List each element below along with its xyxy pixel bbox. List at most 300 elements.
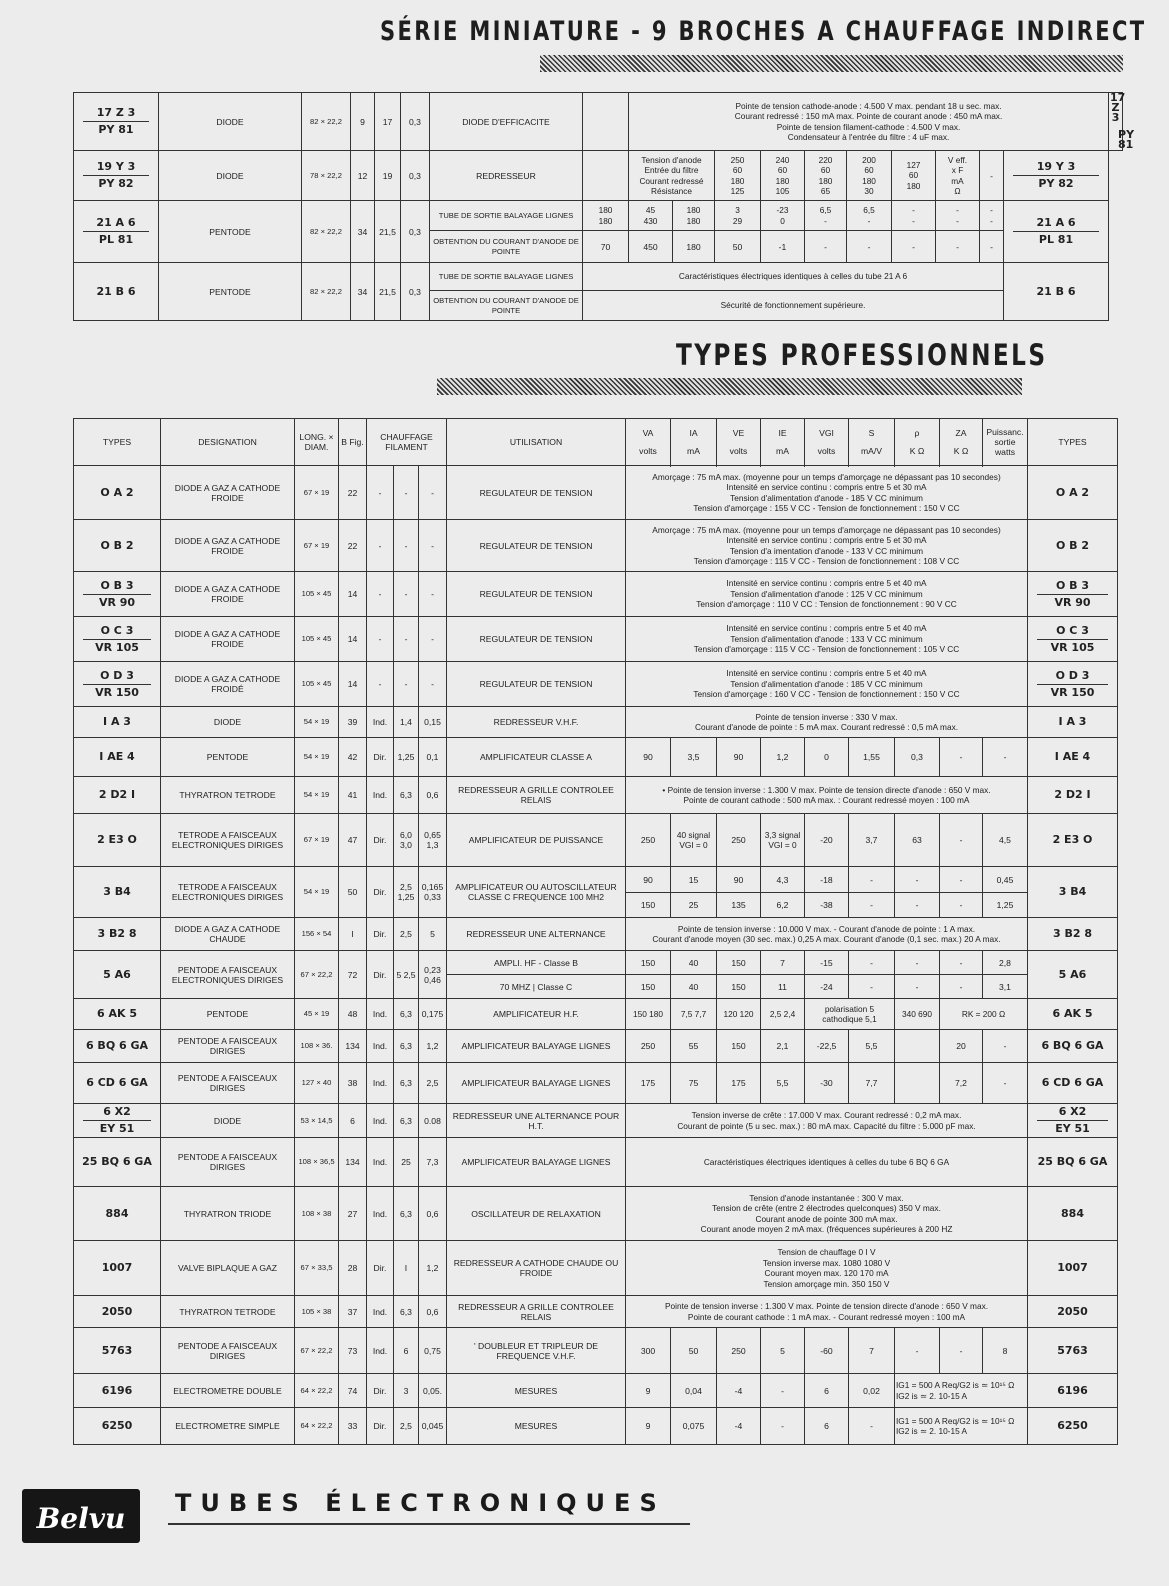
measure-value: 0,075: [671, 1408, 717, 1445]
filament-mode: Dir.: [367, 1241, 394, 1296]
measure-value: 7,2: [940, 1063, 983, 1104]
note-line: Intensité en service continu : compris entre 5 et 40 mA: [726, 623, 927, 634]
note-line: Tension d'alimentation d'anode : 125 V CC minimum: [730, 588, 923, 599]
filament-voltage: 6,3: [394, 777, 419, 814]
measure-value: 40 signal VGI = 0: [671, 814, 717, 867]
characteristics-note: [626, 466, 1028, 520]
designation: DIODE A GAZ A CATHODE FROIDE: [161, 617, 295, 662]
professional-types-title: TYPES PROFESSIONNELS: [676, 338, 1048, 372]
filament-voltage: 6,3: [394, 1030, 419, 1063]
note-line: Pointe de courant cathode : 500 mA max. : Courant redressé moyen : 100 mA: [683, 795, 970, 805]
figure: 73: [339, 1328, 367, 1374]
tube-type: [74, 1187, 161, 1241]
measure-value: -23: [776, 205, 789, 215]
tube-type-primary: 1007: [101, 1261, 133, 1274]
tube-type: [1028, 867, 1118, 918]
dimensions: 78 × 22,2: [302, 151, 351, 201]
filament-mode: -: [367, 572, 394, 617]
measure-value: 1,55: [849, 738, 895, 777]
utilisation: AMPLIFICATEUR H.F.: [447, 999, 626, 1030]
filament-mode: Dir.: [367, 1408, 394, 1445]
designation: PENTODE: [159, 263, 302, 321]
tube-type-equivalent: VR 105: [83, 639, 151, 653]
measure-column: [761, 201, 805, 231]
filament-voltage: 6,0 3,0: [394, 814, 419, 867]
measure-value: 40: [671, 975, 717, 999]
note-line: Tension de crête (entre 2 électrodes quelconques) 350 V max.: [712, 1203, 941, 1213]
figure: 37: [339, 1296, 367, 1328]
tube-type: [74, 707, 161, 738]
col-s: S mA/V: [849, 419, 895, 466]
filament-voltage: 6,3: [394, 1104, 419, 1138]
measure-value: 150: [717, 1030, 761, 1063]
measure-value: [895, 1063, 940, 1104]
filament-current: 0,3: [401, 263, 430, 321]
designation: PENTODE: [161, 738, 295, 777]
utilisation: REGULATEUR DE TENSION: [447, 662, 626, 707]
measure-value: 90: [626, 738, 671, 777]
measure-column: [847, 151, 892, 201]
note-line: Courant moyen max. 120 170 mA: [764, 1268, 889, 1278]
filament-mode: Dir.: [367, 738, 394, 777]
note-line: Tension inverse de crête : 17.000 V max. Courant redressé : 0,2 mA max.: [691, 1110, 962, 1120]
filament-voltage: 19: [375, 151, 401, 201]
tube-type-primary: 2 D2 I: [1054, 788, 1091, 801]
measure-value: -22,5: [805, 1030, 849, 1063]
filament-current: -: [419, 466, 447, 520]
tube-type-primary: 6 BQ 6 GA: [1041, 1039, 1104, 1052]
designation: THYRATRON TETRODE: [161, 1296, 295, 1328]
tube-type-primary: 5763: [101, 1343, 133, 1357]
filament-current: -: [419, 520, 447, 572]
filament-current: 0.08: [419, 1104, 447, 1138]
tube-type-equivalent: PY 81: [83, 121, 149, 135]
col-types: TYPES: [74, 419, 161, 466]
measure-value: 11: [761, 975, 805, 999]
measure-value: 29: [732, 215, 743, 226]
tube-type-primary: 25 BQ 6 GA: [82, 1155, 152, 1168]
designation: PENTODE A FAISCEAUX DIRIGES: [161, 1138, 295, 1187]
tube-type: [74, 777, 161, 814]
filament-current: -: [419, 617, 447, 662]
tube-type-primary: 2050: [101, 1304, 133, 1318]
filament-current: 0,23 0,46: [419, 951, 447, 999]
tube-type-primary: O C 3: [100, 623, 134, 637]
tube-type: [74, 951, 161, 999]
figure: 14: [339, 662, 367, 707]
measure-value: 105: [775, 186, 790, 196]
dimensions: 67 × 19: [295, 814, 339, 867]
measure-column: [761, 151, 805, 201]
series-title: SÉRIE MINIATURE - 9 BROCHES A CHAUFFAGE INDIRECT: [380, 16, 1147, 47]
dimensions: 54 × 19: [295, 738, 339, 777]
characteristics-note: [626, 1296, 1028, 1328]
figure: 22: [339, 520, 367, 572]
measure-value: 2,1: [761, 1030, 805, 1063]
utilisation: DIODE D'EFFICACITE: [430, 93, 583, 151]
characteristics-note: [626, 1241, 1028, 1296]
miniature-series-table: [73, 91, 1135, 321]
note-line: Tension d'amorçage : 115 V CC - Tension de fonctionnement : 108 V CC: [693, 556, 960, 566]
tube-type-primary: 5 A6: [1058, 967, 1087, 981]
designation: ELECTROMETRE SIMPLE: [161, 1408, 295, 1445]
measure-value: 135: [717, 893, 761, 918]
tube-type: [1028, 520, 1118, 572]
measure-value: 6,2: [761, 893, 805, 918]
characteristics-note: [626, 572, 1028, 617]
measure-value: 30: [864, 186, 874, 196]
measure-value: -: [940, 951, 983, 975]
measure-value: -: [956, 205, 959, 215]
dimensions: 64 × 22,2: [295, 1408, 339, 1445]
measure-value: -: [980, 151, 1004, 201]
utilisation: MESURES: [447, 1374, 626, 1408]
figure: 48: [339, 999, 367, 1030]
measure-column: [583, 201, 629, 231]
measure-value: 3,3 signal VGI = 0: [761, 814, 805, 867]
tube-type: [74, 918, 161, 951]
measure-value: 25: [671, 893, 717, 918]
col-za: ZA K Ω: [940, 419, 983, 466]
filament-mode: Ind.: [367, 1187, 394, 1241]
measure-value: -: [849, 951, 895, 975]
measure-value: 15: [671, 867, 717, 893]
dimensions: 67 × 22,2: [295, 951, 339, 999]
tube-type-equivalent: EY 51: [83, 1120, 151, 1134]
tube-type: [1028, 918, 1118, 951]
measure-column: [847, 201, 892, 231]
utilisation: AMPLIFICATEUR CLASSE A: [447, 738, 626, 777]
filament-current: 0,15: [419, 707, 447, 738]
filament-voltage: 6,3: [394, 1187, 419, 1241]
tube-type-primary: 21 B 6: [96, 284, 136, 298]
dimensions: 67 × 19: [295, 520, 339, 572]
tube-type: [74, 1408, 161, 1445]
measure-column: [715, 151, 761, 201]
tube-type-equivalent: VR 150: [83, 684, 151, 698]
measure-value: -: [940, 814, 983, 867]
measure-value: 75: [671, 1063, 717, 1104]
note-line: Courant redressé : 150 mA max. Pointe de courant anode : 450 mA max.: [734, 111, 1003, 121]
utilisation: 70 MHZ | Classe C: [447, 975, 626, 999]
tube-type: [1004, 263, 1109, 321]
utilisation: REDRESSEUR V.H.F.: [447, 707, 626, 738]
filament-voltage: 1,25: [394, 738, 419, 777]
tube-type-primary: 2 D2 I: [98, 788, 136, 801]
note-line: IG2 is ≃ 2. 10-15 A: [896, 1426, 968, 1436]
utilisation: ' DOUBLEUR ET TRIPLEUR DE FREQUENCE V.H.F.: [447, 1328, 626, 1374]
measure-value: -: [895, 867, 940, 893]
filament-voltage: 1,4: [394, 707, 419, 738]
filament-voltage: 6,3: [394, 999, 419, 1030]
measure-value: 150: [626, 951, 671, 975]
tube-type: [1028, 738, 1118, 777]
spacer: [583, 93, 629, 151]
tube-type-equivalent: PL 81: [1013, 231, 1099, 245]
measure-value: 4,3: [761, 867, 805, 893]
measure-value: 180: [686, 215, 701, 226]
tube-type: [1028, 572, 1118, 617]
measure-value: 175: [717, 1063, 761, 1104]
footer-rule: [168, 1523, 690, 1525]
measure-value: 175: [626, 1063, 671, 1104]
tube-type-primary: 2 E3 O: [97, 833, 137, 846]
measure-value: 6: [805, 1408, 849, 1445]
dimensions: 54 × 19: [295, 777, 339, 814]
col-va: VA volts: [626, 419, 671, 466]
measure-value: -: [895, 951, 940, 975]
tube-type-primary: 3 B2 8: [1052, 927, 1092, 940]
note-line: Intensité en service continu : compris entre 5 et 30 mA: [726, 535, 927, 545]
utilisation: REDRESSEUR A GRILLE CONTROLEE RELAIS: [447, 1296, 626, 1328]
dimensions: 108 × 36.: [295, 1030, 339, 1063]
tube-type-equivalent: VR 105: [1037, 639, 1108, 653]
filament-current: 0,65 1,3: [419, 814, 447, 867]
measure-column: [629, 201, 673, 231]
characteristics-note: Caractéristiques électriques identiques à celles du tube 21 A 6: [583, 263, 1004, 291]
filament-voltage: -: [394, 617, 419, 662]
designation: PENTODE: [159, 201, 302, 263]
filament-mode: Ind.: [367, 1030, 394, 1063]
utilisation: REGULATEUR DE TENSION: [447, 617, 626, 662]
measure-value: -30: [805, 1063, 849, 1104]
dimensions: 108 × 38: [295, 1187, 339, 1241]
measure-value: 250: [626, 814, 671, 867]
tube-type: [1028, 777, 1118, 814]
measure-value: 150: [626, 893, 671, 918]
dimensions: 82 × 22,2: [302, 263, 351, 321]
measure-value: 180: [598, 215, 613, 226]
dimensions: 105 × 45: [295, 662, 339, 707]
tube-type-primary: O C 3: [1056, 623, 1089, 637]
measure-value: Ω: [954, 186, 961, 196]
tube-type-primary: 19 Y 3: [96, 160, 136, 173]
measure-value: 6,5: [863, 205, 875, 215]
figure: 34: [351, 201, 375, 263]
filament-current: 5: [419, 918, 447, 951]
measure-value: -60: [805, 1328, 849, 1374]
designation: PENTODE A FAISCEAUX DIRIGES: [161, 1328, 295, 1374]
designation: ELECTROMETRE DOUBLE: [161, 1374, 295, 1408]
measure-column: [805, 151, 847, 201]
filament-voltage: 21,5: [375, 201, 401, 263]
tube-type-primary: 6 AK 5: [1052, 1007, 1093, 1020]
figure: I: [339, 918, 367, 951]
figure: 22: [339, 466, 367, 520]
tube-type-primary: 6 AK 5: [96, 1007, 137, 1020]
measure-value: -: [983, 738, 1028, 777]
measure-label: Résistance: [650, 186, 693, 196]
note-line: Intensité en service continu : compris entre 5 et 30 mA: [726, 482, 927, 492]
measure-column: [980, 201, 1004, 231]
measure-value: -4: [717, 1374, 761, 1408]
measure-value: 0,02: [849, 1374, 895, 1408]
dimensions: 45 × 19: [295, 999, 339, 1030]
tube-type-primary: 2050: [1057, 1304, 1088, 1318]
measure-value: polarisation 5 cathodique 5,1: [805, 999, 895, 1030]
filament-voltage: 2,5: [394, 1408, 419, 1445]
tube-type-primary: I AE 4: [99, 750, 135, 763]
tube-type: [74, 1030, 161, 1063]
filament-current: 0,6: [419, 777, 447, 814]
measure-value: 2,5 2,4: [761, 999, 805, 1030]
measure-value: 150: [626, 975, 671, 999]
measure-value: 3,5: [671, 738, 717, 777]
measure-value: 6: [805, 1374, 849, 1408]
characteristics-note: Sécurité de fonctionnement supérieure.: [583, 291, 1004, 321]
dimensions: 105 × 38: [295, 1296, 339, 1328]
tube-type: [1004, 151, 1109, 201]
tube-type-primary: 1007: [1057, 1261, 1088, 1274]
tube-type: [74, 1104, 161, 1138]
note-line: Pointe de tension inverse : 10.000 V max. - Courant d'anode de pointe : 1 A max.: [677, 923, 976, 934]
measure-value: -: [936, 231, 980, 263]
tube-type-equivalent: VR 150: [1037, 684, 1108, 698]
note-line: • Pointe de tension inverse : 1.300 V max. Pointe de tension directe d'anode : 650 V max.: [662, 784, 991, 795]
tube-type: [74, 1296, 161, 1328]
dimensions: 54 × 19: [295, 867, 339, 918]
measure-value: 70: [583, 231, 629, 263]
tube-type-primary: I AE 4: [1054, 750, 1091, 763]
note-line: Courant anode de pointe 300 mA max.: [755, 1213, 898, 1224]
tube-type-equivalent: EY 51: [1037, 1120, 1108, 1134]
col-ia: IA mA: [671, 419, 717, 466]
dimensions: 108 × 36,5: [295, 1138, 339, 1187]
dimensions: 156 × 54: [295, 918, 339, 951]
filament-mode: Ind.: [367, 1328, 394, 1374]
tube-type-equivalent: PY 82: [1013, 175, 1099, 189]
measure-value: -4: [717, 1408, 761, 1445]
designation: PENTODE A FAISCEAUX DIRIGES: [161, 1063, 295, 1104]
dimensions: 53 × 14,5: [295, 1104, 339, 1138]
spacer: [583, 151, 629, 201]
tube-type-primary: 19 Y 3: [1036, 160, 1076, 173]
col-chauffage: CHAUFFAGE FILAMENT: [367, 419, 447, 466]
measure-value: -: [956, 215, 959, 226]
filament-current: 1,2: [419, 1241, 447, 1296]
measure-value: 5,5: [849, 1030, 895, 1063]
measure-value: 7,5 7,7: [671, 999, 717, 1030]
tube-type: [1028, 1030, 1118, 1063]
col-types-right: TYPES: [1028, 419, 1118, 466]
tube-type-primary: 884: [1061, 1206, 1084, 1220]
note-line: IG1 = 500 A Req/G2 is ≃ 10¹⁵ Ω: [896, 1415, 1015, 1426]
measure-value: -: [867, 215, 871, 226]
measure-value: 9: [626, 1374, 671, 1408]
measure-value: -: [849, 867, 895, 893]
measure-value: -: [912, 205, 915, 215]
measure-column: [936, 151, 980, 201]
note-line: Caractéristiques électriques identiques à celles du tube 6 BQ 6 GA: [703, 1156, 950, 1167]
measure-value: 5,5: [761, 1063, 805, 1104]
designation: VALVE BIPLAQUE A GAZ: [161, 1241, 295, 1296]
figure: 12: [351, 151, 375, 201]
measure-value: 60: [908, 170, 919, 181]
tube-type: [74, 1063, 161, 1104]
measure-value: 250: [717, 814, 761, 867]
tube-type: [1028, 1328, 1118, 1374]
col-puissance: Puissanc. sortie watts: [983, 419, 1028, 466]
measure-value: -: [761, 1408, 805, 1445]
designation: PENTODE A FAISCEAUX DIRIGES: [161, 1030, 295, 1063]
utilisation: REGULATEUR DE TENSION: [447, 572, 626, 617]
tube-type-primary: O B 3: [1055, 578, 1090, 592]
measure-value: 180: [673, 231, 715, 263]
utilisation: OBTENTION DU COURANT D'ANODE DE POINTE: [430, 231, 583, 263]
measure-column: [892, 201, 936, 231]
col-fig: B Fig.: [339, 419, 367, 466]
measure-value: -20: [805, 814, 849, 867]
designation: DIODE A GAZ A CATHODE CHAUDE: [161, 918, 295, 951]
measure-value: 127: [906, 159, 921, 170]
tube-type: [74, 572, 161, 617]
measure-value: 65: [820, 186, 831, 196]
tube-type: [1028, 1374, 1118, 1408]
measure-value: -: [983, 1030, 1028, 1063]
filament-voltage: -: [394, 520, 419, 572]
filament-current: -: [419, 572, 447, 617]
measure-value: 430: [643, 215, 658, 226]
tube-type: [1028, 466, 1118, 520]
measure-value: -: [940, 893, 983, 918]
measure-value: -: [940, 1328, 983, 1374]
filament-voltage: -: [394, 662, 419, 707]
measure-value: 180: [818, 175, 833, 186]
measure-value: 60: [820, 165, 831, 175]
filament-current: 0,75: [419, 1328, 447, 1374]
designation: DIODE: [159, 93, 302, 151]
measure-value: 40: [671, 951, 717, 975]
tube-type-primary: 6 BQ 6 GA: [85, 1039, 149, 1052]
figure: 42: [339, 738, 367, 777]
tube-type: [74, 1328, 161, 1374]
measure-value: -: [990, 205, 993, 215]
measure-value: 60: [864, 165, 874, 175]
figure: 34: [351, 263, 375, 321]
tube-type-equivalent: VR 90: [83, 594, 151, 608]
tube-type: 17 Z 3 PY 81: [1110, 91, 1135, 151]
filament-current: 0,6: [419, 1296, 447, 1328]
tube-type: [74, 1374, 161, 1408]
note-line: Tension d'amorçage : 115 V CC - Tension de fonctionnement : 105 V CC: [693, 644, 960, 655]
tube-type: [74, 814, 161, 867]
tube-type: [74, 1241, 161, 1296]
filament-current: 0,045: [419, 1408, 447, 1445]
filament-voltage: -: [394, 466, 419, 520]
tube-type: [1028, 1187, 1118, 1241]
note-line: Tension d'alimentation d'anode : 185 V CC minimum: [730, 678, 923, 689]
tube-type-primary: O B 3: [100, 578, 134, 592]
note-line: Tension amorçage min. 350 150 V: [763, 1278, 890, 1289]
measure-value: 120 120: [717, 999, 761, 1030]
filament-mode: Ind.: [367, 1063, 394, 1104]
figure: 72: [339, 951, 367, 999]
measure-value: 0: [805, 738, 849, 777]
measure-value: 60: [777, 165, 788, 175]
measure-value: 250: [730, 154, 745, 165]
measure-value: V eff.: [947, 154, 968, 165]
tube-type: [74, 1138, 161, 1187]
dimensions: 82 × 22,2: [302, 93, 351, 151]
utilisation: REDRESSEUR A GRILLE CONTROLEE RELAIS: [447, 777, 626, 814]
measure-value: 63: [895, 814, 940, 867]
tube-type: [1028, 1063, 1118, 1104]
characteristics-note: [626, 617, 1028, 662]
note-line: Tension d'amorçage : 110 V CC : Tension de fonctionnement : 90 V CC: [696, 599, 957, 610]
filament-current: -: [419, 662, 447, 707]
note-line: Tension d'anode instantanée : 300 V max.: [749, 1192, 904, 1203]
tube-type: [74, 738, 161, 777]
